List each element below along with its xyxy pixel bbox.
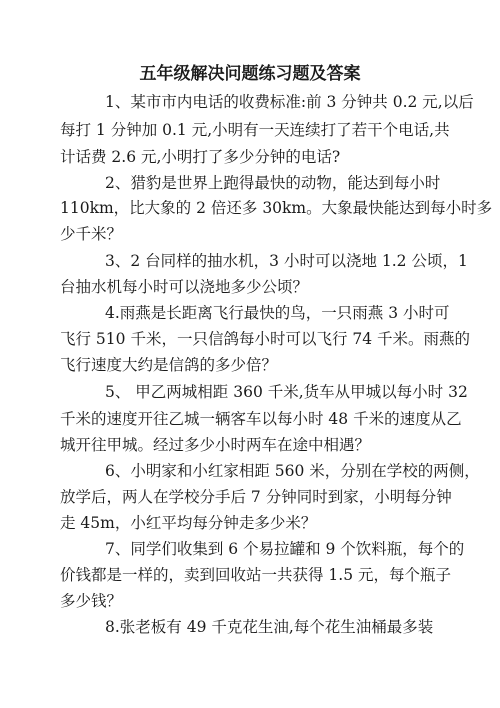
problem-6-line-3: 走 45m，小红平均每分钟走多少米？ (60, 514, 317, 532)
problem-1-line-1: 1、某市市内电话的收费标准:前 3 分钟共 0.2 元,以后 (105, 93, 474, 111)
problem-1-line-2: 每打 1 分钟加 0.1 元,小明有一天连续打了若干个电话,共 (60, 121, 450, 139)
problem-8-line-1: 8.张老板有 49 千克花生油,每个花生油桶最多装 (105, 618, 434, 636)
problem-4-line-2: 飞行 510 千米，一只信鸽每小时可以飞行 74 千米。雨燕的 (60, 330, 471, 348)
problem-7-line-1: 7、同学们收集到 6 个易拉罐和 9 个饮料瓶，每个的 (105, 540, 465, 558)
problem-5-line-2: 千米的速度开往乙城一辆客车以每小时 48 千米的速度从乙 (60, 410, 462, 428)
problem-3-line-1: 3、2 台同样的抽水机，3 小时可以浇地 1.2 公顷，1 (105, 252, 468, 270)
problem-6-line-2: 放学后，两人在学校分手后 7 分钟同时到家，小明每分钟 (60, 488, 452, 506)
problem-1-line-3: 计话费 2.6 元,小明打了多少分钟的电话? (60, 148, 341, 166)
problem-6-line-1: 6、小明家和小红家相距 560 米，分别在学校的两侧， (105, 462, 480, 480)
problem-2-line-3: 少千米？ (60, 225, 123, 243)
problem-3-line-2: 台抽水机每小时可以浇地多少公顷？ (60, 278, 309, 296)
problem-4-line-1: 4.雨燕是长距离飞行最快的鸟，一只雨燕 3 小时可 (105, 304, 450, 322)
page-title: 五年级解决问题练习题及答案 (139, 64, 361, 84)
problem-2-line-1: 2、猎豹是世界上跑得最快的动物，能达到每小时 (105, 174, 441, 192)
problem-7-line-2: 价钱都是一样的，卖到回收站一共获得 1.5 元，每个瓶子 (60, 566, 452, 584)
problem-7-line-3: 多少钱？ (60, 592, 123, 610)
problem-5-line-3: 城开往甲城。经过多少小时两车在途中相遇？ (60, 436, 371, 454)
problem-5-line-1: 5、 甲乙两城相距 360 千米,货车从甲城以每小时 32 (105, 383, 468, 401)
problem-2-line-2: 110km，比大象的 2 倍还多 30km。大象最快能达到每小时多 (60, 199, 493, 217)
problem-4-line-3: 飞行速度大约是信鸽的多少倍？ (60, 356, 278, 374)
